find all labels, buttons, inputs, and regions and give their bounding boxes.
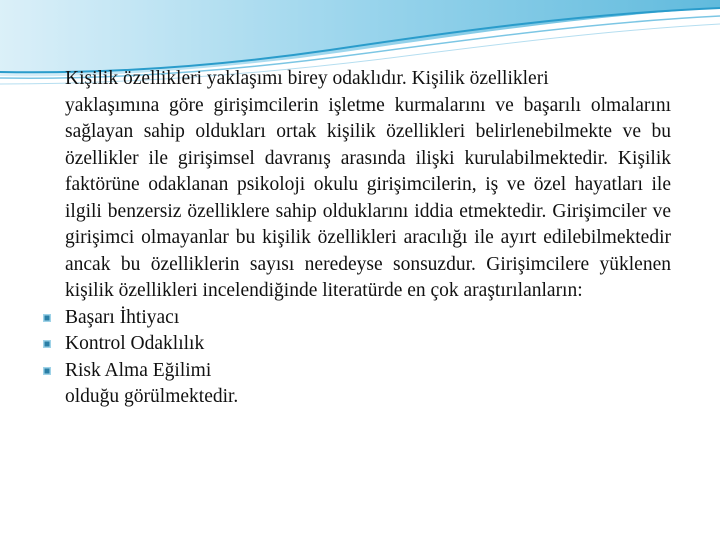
square-bullet-icon <box>43 314 51 322</box>
main-paragraph <box>65 66 671 305</box>
list-item-label: Başarı İhtiyacı <box>65 306 180 328</box>
paragraph-rest: yaklaşımına göre girişimcilerin işletme kurmalarını ve başarılı olmalarını sağlayan sahip oldukları ortak kişilik özellikleri belirlenebilmekte ve bu özellikler ile girişimsel davranış arasında ilişki kurulabilmektedir. Kişilik faktörüne odaklanan psikoloji okulu girişimcilerin, iş ve özel hayatları ile ilgili benzersiz özelliklere sahip olduklarını iddia etmektedir. Girişimciler ve girişimci olmayanlar bu kişilik özellikleri aracılığı ile ayırt edilebilmektedir ancak bu özelliklerin sayısı neredeyse sonsuzdur. Girişimcilere yüklenen kişilik özellikleri incelendiğinde literatürde en çok araştırılanların: <box>65 94 671 301</box>
closing-text: olduğu görülmektedir. <box>65 386 239 407</box>
list-item <box>65 331 671 358</box>
list-item-label: Kontrol Odaklılık <box>65 333 205 354</box>
trait-list <box>65 305 671 385</box>
slide-body <box>65 66 671 411</box>
square-bullet-icon <box>43 340 51 348</box>
list-item <box>65 358 671 385</box>
list-item <box>65 305 671 332</box>
list-item-label: Risk Alma Eğilimi <box>65 359 212 381</box>
paragraph-first-line: Kişilik özellikleri yaklaşımı birey odaklıdır. Kişilik özellikleri <box>65 68 549 89</box>
square-bullet-icon <box>43 367 51 375</box>
